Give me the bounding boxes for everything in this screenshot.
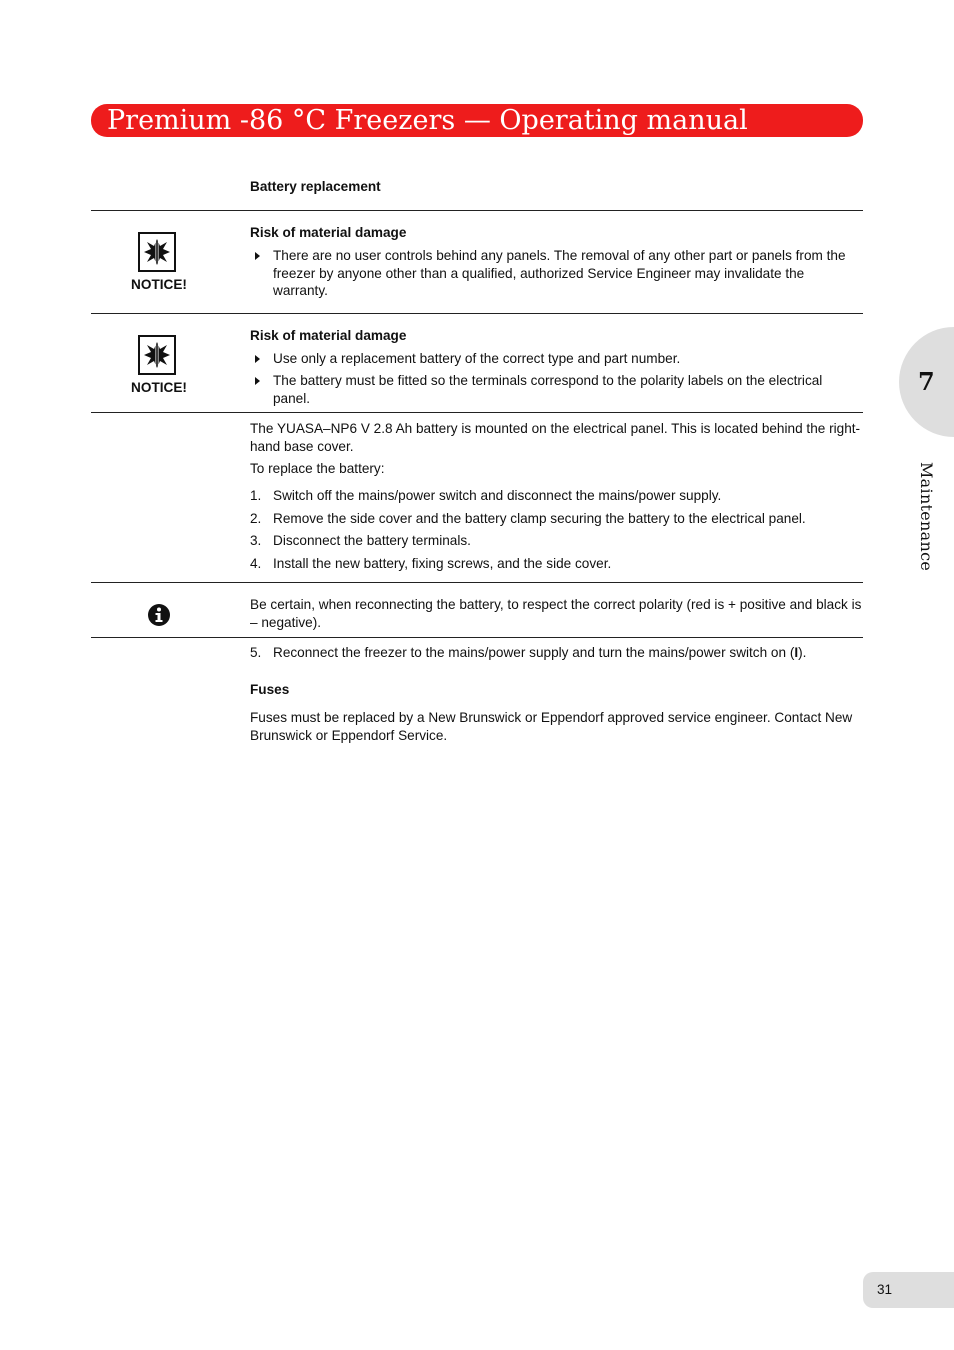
page-number: 31 (877, 1282, 893, 1297)
list-item: 5. Reconnect the freezer to the mains/power supply and turn the mains/power switch on (I). (250, 645, 807, 660)
list-item: There are no user controls behind any panels. The removal of any other part or panels from the freezer by anyone other than a qualified, authorized Service Engineer may invalidate the warranty. (250, 247, 862, 300)
lead-paragraph: To replace the battery: (250, 461, 385, 476)
divider (91, 412, 863, 413)
notice-label: NOTICE! (131, 380, 187, 395)
document-title: Premium -86 °C Freezers — Operating manual (107, 105, 748, 136)
header-banner (91, 104, 863, 137)
notice-title: Risk of material damage (250, 328, 407, 343)
bullet-arrow-icon (255, 377, 260, 385)
list-item: 3. Disconnect the battery terminals. (250, 533, 471, 548)
divider (91, 210, 863, 211)
list-item: 4. Install the new battery, fixing screws, and the side cover. (250, 556, 612, 571)
info-icon (148, 604, 170, 626)
divider (91, 582, 863, 583)
list-item: 2. Remove the side cover and the battery clamp securing the battery to the electrical panel. (250, 511, 806, 526)
divider (91, 637, 863, 638)
bullet-arrow-icon (255, 355, 260, 363)
notice-icon (138, 232, 176, 272)
list-item: Use only a replacement battery of the correct type and part number. (250, 350, 862, 368)
bullet-arrow-icon (255, 252, 260, 260)
section-title: Battery replacement (250, 179, 381, 194)
chapter-label: Maintenance (917, 462, 936, 572)
list-item: 1. Switch off the mains/power switch and disconnect the mains/power supply. (250, 488, 722, 503)
notice-title: Risk of material damage (250, 225, 407, 240)
fuses-paragraph: Fuses must be replaced by a New Brunswick or Eppendorf approved service engineer. Contact New Brunswick or Eppendorf Service. (250, 710, 853, 743)
info-paragraph: Be certain, when reconnecting the battery, to respect the correct polarity (red is + positive and black is – negative). (250, 597, 862, 630)
intro-paragraph: The YUASA–NP6 V 2.8 Ah battery is mounted on the electrical panel. This is located behind the right-hand base cover. (250, 421, 861, 454)
notice-label: NOTICE! (131, 277, 187, 292)
fuses-title: Fuses (250, 682, 290, 697)
chapter-number: 7 (918, 367, 935, 396)
divider (91, 313, 863, 314)
list-item: The battery must be fitted so the terminals correspond to the polarity labels on the electrical panel. (250, 372, 862, 407)
notice-icon (138, 335, 176, 375)
